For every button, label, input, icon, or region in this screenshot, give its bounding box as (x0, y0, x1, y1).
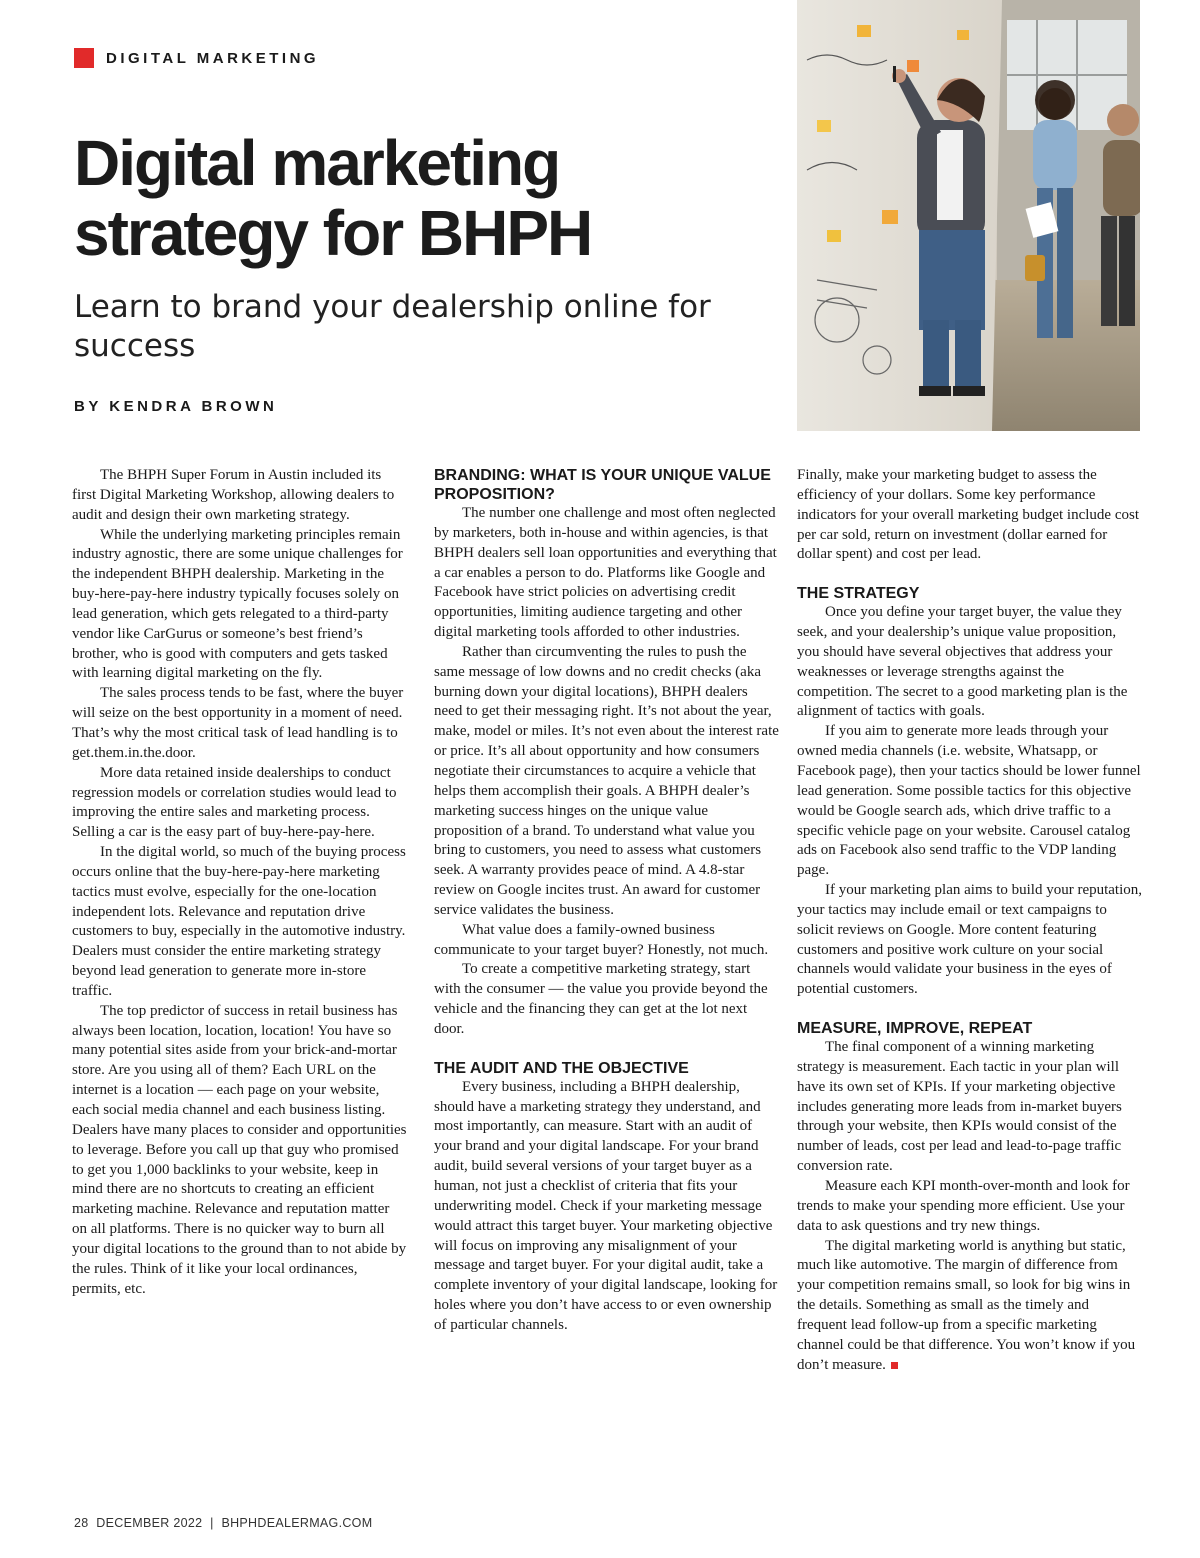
col1-paragraph-4: More data retained inside dealerships to conduct regression models or correlation studies would lead to improving the entire sales and marketing process. Selling a car is the easy part of buy-here-pay-here. (72, 764, 397, 841)
col3-paragraph-3: If your marketing plan aims to build your reputation, your tactics may include email or text campaigns to solicit reviews on Google. More content featuring customers and positive work culture on your social channels would validate your business in the eyes of potential customers. (797, 882, 1143, 998)
column-1 (72, 466, 408, 1299)
col3-paragraph-1: Once you define your target buyer, the value they seek, and your dealership’s unique value proposition, you should have several objectives that address your weaknesses or leverage strengths against the competition. The secret to a good marketing plan is the alignment of tactics with goals. (797, 604, 1128, 720)
col3-paragraph-4: The final component of a winning marketing strategy is measurement. Each tactic in your plan will have its own set of KPIs. If your marketing objective includes generating more leads from in-market buyers through your website, then KPIs would consist of the number of leads, cost per lead and lead-to-page traffic conversion rate. (797, 1039, 1122, 1175)
col1-paragraph-2: While the underlying marketing principles remain industry agnostic, there are some unique challenges for the independent BHPH dealership. Marketing in the buy-here-pay-here industry typically focuses solely on lead generation, which gets relegated to a third-party vendor like CarGurus or someone’s best friend’s brother, who is good with computers and gets tasked with learning digital marketing on the fly. (72, 526, 403, 682)
heading-strategy: THE STRATEGY (797, 585, 920, 603)
end-mark-icon (891, 1362, 898, 1369)
col1-paragraph-3: The sales process tends to be fast, where the buyer will seize on the best opportunity in a moment of need. That’s why the most critical task of lead handling is to get.them.in.the.door. (72, 685, 404, 761)
heading-branding: BRANDING: WHAT IS YOUR UNIQUE VALUE PROPOSITION? (434, 467, 771, 503)
heading-measure: MEASURE, IMPROVE, REPEAT (797, 1020, 1033, 1038)
kicker-label: DIGITAL MARKETING (106, 49, 320, 67)
col1-paragraph-5: In the digital world, so much of the buying process occurs online that the buy-here-pay-here marketing tactics must evolve, especially for the one-location independent lots. Relevance and reputation drive customers to buy, especially in the automotive industry. Dealers must consider the entire marketing strategy beyond lead generation to generate more in-store traffic. (72, 844, 406, 999)
article-headline: Digital marketing strategy for BHPH (74, 127, 592, 269)
col3-paragraph-5: Measure each KPI month-over-month and look for trends to make your spending more efficient. Use your data to ask questions and try new things. (797, 1178, 1130, 1234)
article-subhead: Learn to brand your dealership online for success (74, 289, 711, 364)
column-2 (434, 466, 779, 1336)
kicker-square-icon (74, 48, 94, 68)
col3-paragraph-6 (797, 1237, 1142, 1376)
footer-separator: | (210, 1516, 214, 1530)
col2-paragraph-1: The number one challenge and most often neglected by marketers, both in-house and within agencies, is that BHPH dealers sell loan opportunities and everything that a car enables a person to do. Platforms like Google and Facebook have strict policies on advertising credit opportunities, limiting audience targeting and other digital marketing tools afforded to other industries. (434, 505, 777, 641)
col3-final-text: The digital marketing world is anything but static, much like automotive. The margin of difference from your competition remains small, so look for big wins in the details. Something as small as the timely and frequent lead follow-up from a specific marketing channel could be that difference. You won’t know if you don’t measure. (797, 1237, 1136, 1373)
col2-paragraph-2: Rather than circumventing the rules to push the same message of low downs and no credit checks (aka burning down your digital locations), BHPH dealers need to get their messaging right. It’s not about the year, make, model or miles. It’s not even about the interest rate or price. It’s all about opportunity and how consumers negotiate their circumstances to acquire a vehicle that helps them accomplish their goals. A BHPH dealer’s marketing success hinges on the unique value proposition of a brand. To understand what value you bring to customers, you need to assess what customers seek. A warranty provides peace of mind. A 4.8-star review on Google incites trust. An award for customer service validates the business. (434, 643, 779, 918)
site-url: BHPHDEALERMAG.COM (221, 1516, 373, 1530)
article-byline: BY KENDRA BROWN (74, 398, 278, 415)
col2-paragraph-5: Every business, including a BHPH dealership, should have a marketing strategy they understand, and most importantly, can measure. Start with an audit of your brand and your digital landscape. For your brand audit, build several versions of your target buyer as a human, not just a checklist of criteria that fits your underwriting model. Check if your marketing message would attract this target buyer. Your marketing objective will focus on improving any misalignment of your message and target buyer. For your digital audit, take a complete inventory of your digital landscape, looking for holes where you don’t have access to or even ownership of particular channels. (434, 1078, 778, 1333)
col3-paragraph-2: If you aim to generate more leads through your owned media channels (i.e. website, Whatsapp, or Facebook page), then your tactics should be lower funnel lead generation. Some possible tactics for this objective would be Google search ads, which drive traffic to a specific vehicle page on your website. Carousel catalog ads on Facebook also send traffic to the VDP landing page. (797, 723, 1141, 879)
office-whiteboard-photo (797, 0, 1140, 431)
col1-paragraph-6: The top predictor of success in retail business has always been location, location, location! You have so many potential sites aside from your brick-and-mortar store. Are you using all of them? Each URL on the internet is a location — each page on your website, each social media channel and each business listing. Dealers have many places to consider and opportunities to leverage. Before you call up that guy who promised to get you 1,000 backlinks to your website, keep in mind there are no shortcuts to creating an efficient marketing machine. Relevance and reputation matter on all platforms. There is no quicker way to burn all your digital locations to the ground than to not abide by the rules. Think of it like your local ordinances, permits, etc. (72, 1002, 407, 1297)
heading-audit: THE AUDIT AND THE OBJECTIVE (434, 1059, 689, 1077)
col1-paragraph-1: The BHPH Super Forum in Austin included its first Digital Marketing Workshop, allowing dealers to audit and design their own marketing strategy. (72, 467, 395, 523)
col3-lead-paragraph: Finally, make your marketing budget to assess the efficiency of your dollars. Some key performance indicators for your overall marketing budget include cost per car sold, return on investment (dollar earned for dollar spent) and cost per lead. (797, 467, 1139, 563)
page-number: 28 (74, 1516, 89, 1530)
col2-paragraph-4: To create a competitive marketing strategy, start with the consumer — the value you provide beyond the vehicle and the financing they can get at the lot next door. (434, 961, 768, 1037)
section-kicker (74, 46, 319, 70)
col2-paragraph-3: What value does a family-owned business communicate to your target buyer? Honestly, not much. (434, 921, 769, 958)
issue-date: DECEMBER 2022 (96, 1516, 203, 1530)
column-3 (797, 466, 1142, 1375)
page-footer (74, 1516, 376, 1530)
